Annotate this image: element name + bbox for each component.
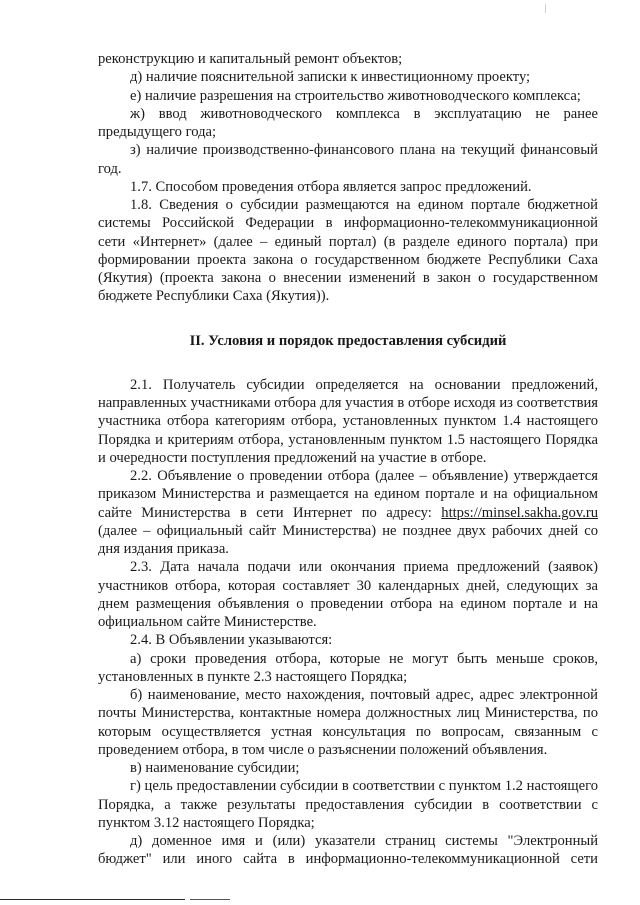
paragraph-2-3: 2.3. Дата начала подачи или окончания приема предложений (заявок) участников отбора, которая составляет 30 календарных дней, следующих за днем размещения объявления о проведении отбора на едином портале и на официальном сайте Министерстве. (98, 559, 598, 630)
document-page (98, 50, 598, 869)
paragraph-2-1: 2.1. Получатель субсидии определяется на основании предложений, направленных участниками отбора для участия в отборе исходя из соответствия участника отбора категориям отбора, установленных пунктом 1.4 настоящего Порядка и критериям отбора, установленным пунктом 1.5 настоящего Порядка и очередности поступления предложений на участие в отборе. (98, 376, 598, 466)
paragraph-item-d: д) наличие пояснительной записки к инвестиционному проекту; (130, 69, 531, 86)
paragraph-item-z: з) наличие производственно-финансового плана на текущий финансовый год. (98, 142, 598, 177)
paragraph-1-7: 1.7. Способом проведения отбора является запрос предложений. (130, 178, 532, 195)
section-heading: II. Условия и порядок предоставления субсидий (189, 332, 507, 349)
scan-mark (545, 4, 546, 13)
paragraph-item-d2: д) доменное имя и (или) указатели страниц системы "Электронный бюджет" или иного сайта в информационно-телекоммуникационной сети (98, 833, 598, 868)
paragraph-item-b: б) наименование, место нахождения, почтовый адрес, адрес электронной почты Министерства, контактные номера должностных лиц Министерства, по которым осуществляется устная консультация по вопросам, связанным с проведением отбора, в том числе о разъяснении положений объявления. (98, 687, 598, 758)
paragraph-2-2-text-after: (далее – официальный сайт Министерства) не позднее двух рабочих дней со дня издания приказа. (98, 522, 598, 557)
ministry-website-link[interactable]: https://minsel.sakha.gov.ru (441, 504, 598, 521)
paragraph-1-8: 1.8. Сведения о субсидии размещаются на едином портале бюджетной системы Российской Федерации в информационно-телекоммуникационной сети «Интернет» (далее – единый портал) (в разделе единого портала) при формировании проекта закона о государственном бюджете Республики Саха (Якутия) (проекта закона о внесении изменений в закон о государственном бюджете Республики Саха (Якутия)). (98, 197, 598, 305)
page-bottom-rule-short (190, 899, 230, 900)
paragraph-item-a: а) сроки проведения отбора, которые не могут быть меньше сроков, установленных в пункте 2.3 настоящего Порядка; (98, 650, 598, 685)
paragraph-item-v: в) наименование субсидии; (130, 760, 300, 776)
paragraph-item-e: е) наличие разрешения на строительство животноводческого комплекса; (130, 87, 581, 104)
paragraph-2-2-text-before: 2.2. Объявление о проведении отбора (далее – объявление) утверждается приказом Министерства и размещается на едином портале и на официальном сайте Министерства в сети Интернет по адресу: (98, 468, 598, 521)
paragraph-2-2 (98, 467, 598, 558)
page-bottom-rule (0, 899, 185, 900)
spacer (98, 306, 598, 332)
paragraph-item-zh: ж) ввод животноводческого комплекса в эксплуатацию не ранее предыдущего года; (98, 105, 598, 140)
paragraph-continuation: реконструкцию и капитальный ремонт объектов; (98, 51, 403, 67)
paragraph-item-g: г) цель предоставлении субсидии в соответствии с пунктом 1.2 настоящего Порядка, а также результаты предоставления субсидии в соответствии с пунктом 3.12 настоящего Порядка; (98, 778, 598, 831)
paragraph-2-4: 2.4. В Объявлении указываются: (130, 632, 333, 649)
spacer (98, 350, 598, 376)
